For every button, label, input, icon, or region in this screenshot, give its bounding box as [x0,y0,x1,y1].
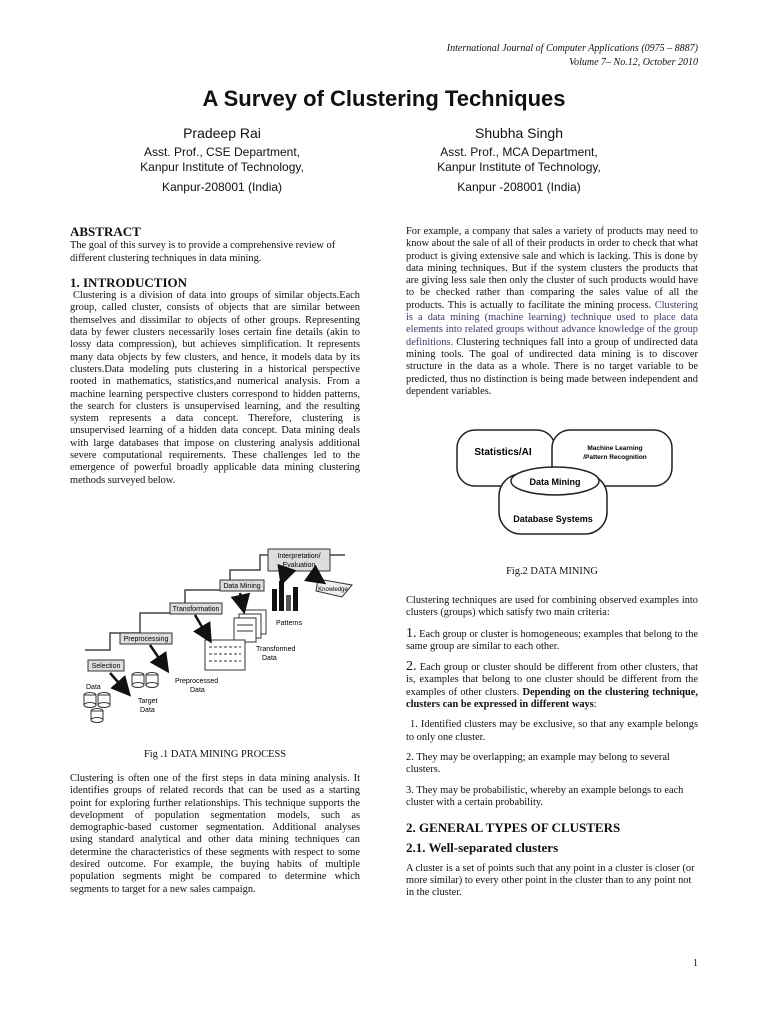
step-label-selection: Selection [91,663,121,670]
criterion-1 [406,625,698,654]
example-text: For example, a company that sales a variety of products may need to know about the sale of all of their products in order to check that what product is giving extensive sale and which is lacking. This is done by data mining techniques. But if the system clusters the products that are giving less sale then only the cluster of such products would have to be checked rather than comparing the sales value of all the products. This is actually to facilitate the mining process. [406,226,699,311]
transformed-data-stack [234,610,266,642]
step-label-transformation: Transformation [172,606,220,613]
author-institute: Kanpur Institute of Technology, [437,160,601,174]
right-column-top [406,226,698,398]
fig2-database-label: Database Systems [513,514,593,524]
abstract-heading: ABSTRACT [70,224,141,239]
way-2: 2. They may be overlapping; an example may belong to several clusters. [406,751,670,776]
clustering-first-step-text: Clustering is often one of the first steps in data mining analysis. It identifies groups of related records that can be used as a starting point for exploring further relationships. This technique supports the development of population segmentation models, such as demographic-based customer segmentation. Additional analyses using standard analytical and other data mining techniques can determine the characteristics of these segments with respect to some desired outcome. For example, the buying habits of multiple population segments might be compared to determine which segments to target for a new sales campaign. [70,773,360,895]
way-3: 3. They may be probabilistic, whereby an example belongs to each cluster with a certain probability. [406,784,684,808]
introduction-text: Clustering is a division of data into groups of similar objects.Each group, called cluster, consists of objects that are similar between themselves and dissimilar to objects of other groups. Representing data by fewer clusters necessarily loses certain fine details (akin to lossy data compression), but achieves simplification. It represents many data objects by few clusters, and hence, it models data by its clusters.Data modeling puts clustering in a historical perspective rooted in mathematics, statistics,and numerical analysis. From a machine learning perspective clusters correspond to hidden patterns, the search for clusters is unsupervised learning, and the resulting system represents a data concept. Therefore, clustering is unsupervised learning of a hidden data concept. Data mining deals with large databases that impose on clustering analysis additional severe computational requirements. These challenges led to the emergence of powerful broadly applicable data mining clustering methods surveyed below. [70,290,360,486]
figure-data-mining-venn [455,428,675,538]
fig1-target-data-label: Data [140,707,155,714]
well-separated-text: A cluster is a set of points such that any point in a cluster is closer (or more similar) to every other point in the cluster than to any point not in the cluster. [406,862,695,899]
step-label-data-mining: Data Mining [223,583,261,590]
author-position: Asst. Prof., CSE Department, [143,145,301,159]
criterion-1-text: Each group or cluster is homogeneous; examples that belong to the same group are similar to each other. [406,628,698,652]
definition-text: Clustering is a data mining (machine learning) technique used to place data elements into related groups without advance knowledge of the group definitions. [406,299,698,348]
author-institute: Kanpur Institute of Technology, [140,160,304,174]
author-block-2 [394,126,644,195]
figure-data-mining-process [80,545,360,725]
right-column-bottom [406,595,698,900]
criterion-2-text: Each group or cluster should be different from other clusters, that is, examples that belong to one cluster should be different from the examples of other clusters. [406,662,698,698]
figure-1-caption: Fig .1 DATA MINING PROCESS [143,749,287,760]
criterion-1-number: 1. [406,625,417,641]
fig1-patterns-label: Patterns [276,620,303,627]
fig2-ml-label-1: Machine Learning [587,445,643,452]
author-position: Asst. Prof., MCA Department, [440,145,598,159]
left-column-top [70,226,360,487]
paper-title: A Survey of Clustering Techniques [202,86,566,111]
criteria-intro: Clustering techniques are used for combining observed examples into clusters (groups) which satisfy two main criteria: [406,595,698,619]
author-block-1 [97,126,347,195]
fig1-target-label: Target [138,698,158,705]
figure-2-caption: Fig.2 DATA MINING [506,566,598,577]
left-column-bottom [70,773,360,896]
fig2-statistics-label: Statistics/AI [474,447,532,458]
step-label-preprocessing: Preprocessing [123,636,169,643]
criterion-2-number: 2. [406,659,417,675]
undirected-text: Clustering techniques fall into a group of undirected data mining tools. The goal of undirected data mining is to discover structure in the data as a whole. There is no target variable to be predicted, thus no distinction is being made between independent and dependent variables. [406,336,698,397]
fig1-knowledge-label: Knowledge [318,587,348,593]
journal-volume: Volume 7– No.12, October 2010 [569,57,698,68]
criterion-2-colon: : [593,699,597,711]
fig2-ml-label-2: /Pattern Recognition [583,454,647,461]
way-1: 1. Identified clusters may be exclusive, so that any example belongs to only one cluster. [406,719,698,743]
fig1-data-label: Data [86,684,101,691]
example-paragraph [406,226,698,398]
introduction-heading: 1. INTRODUCTION [70,274,188,290]
patterns-bars [272,581,298,611]
section-2-1-heading: 2.1. Well-separated clusters [406,840,559,856]
author-name: Shubha Singh [475,125,563,141]
section-2-heading: 2. GENERAL TYPES OF CLUSTERS [406,820,621,836]
step-label-interpretation: Interpretation/ [277,553,321,560]
page-number: 1 [693,958,698,969]
author-name: Pradeep Rai [183,125,261,141]
fig1-transformed-data-label: Data [262,655,277,662]
abstract-text: The goal of this survey is to provide a comprehensive review of different clustering techniques in data mining. [70,240,336,264]
author-address: Kanpur-208001 (India) [161,180,283,194]
journal-name: International Journal of Computer Applications (0975 – 8887) [446,43,698,54]
author-address: Kanpur -208001 (India) [457,180,581,194]
step-label-evaluation: Evaluation [282,562,316,569]
data-cylinders [84,693,110,723]
fig1-preprocessed-data-label: Data [190,687,205,694]
target-data-cylinders [132,673,158,688]
fig1-transformed-label: Transformed [256,646,296,653]
criterion-2-bold: Depending on the clustering technique, clusters can be expressed in different ways [406,686,699,711]
preprocessed-data-table [205,640,245,670]
fig1-preprocessed-label: Preprocessed [175,678,219,685]
fig2-data-mining-label: Data Mining [529,477,581,487]
criterion-2 [406,661,698,711]
